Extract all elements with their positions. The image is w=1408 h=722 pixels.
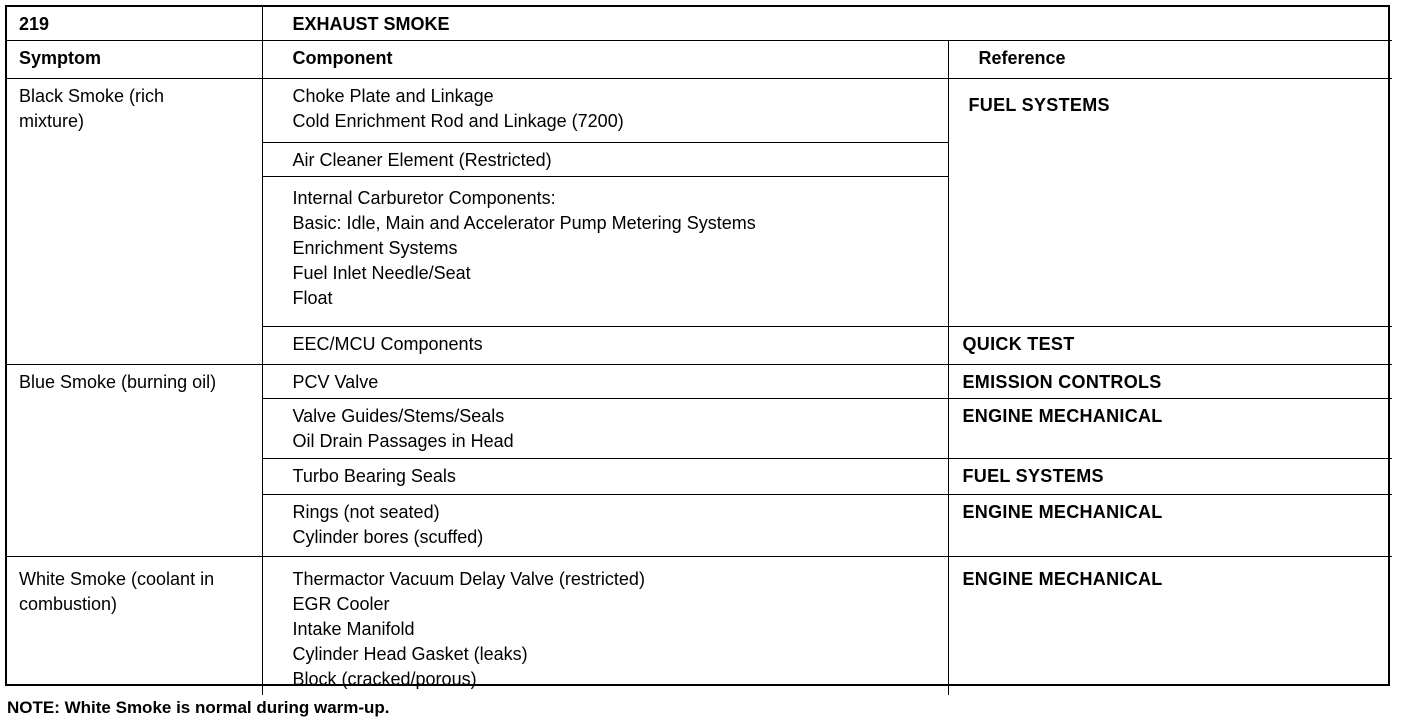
symptom-blue-smoke: Blue Smoke (burning oil) bbox=[7, 365, 262, 557]
chart-number: 219 bbox=[7, 7, 262, 41]
column-header-symptom: Symptom bbox=[7, 41, 262, 79]
table-row bbox=[7, 557, 1392, 696]
footnote: NOTE: White Smoke is normal during warm-up. bbox=[7, 698, 390, 717]
diagnosis-chart bbox=[5, 5, 1390, 689]
symptom-white-smoke: White Smoke (coolant in combustion) bbox=[7, 557, 262, 696]
reference-cell: FUEL SYSTEMS bbox=[948, 459, 1392, 495]
component-cell: Air Cleaner Element (Restricted) bbox=[262, 143, 948, 177]
table-row bbox=[7, 79, 1392, 143]
component-cell: EEC/MCU Components bbox=[262, 327, 948, 365]
chart-title: EXHAUST SMOKE bbox=[262, 7, 1392, 41]
reference-cell: QUICK TEST bbox=[948, 327, 1392, 365]
title-row bbox=[7, 7, 1392, 41]
reference-cell: ENGINE MECHANICAL bbox=[948, 495, 1392, 557]
component-cell: Valve Guides/Stems/Seals Oil Drain Passages in Head bbox=[262, 399, 948, 459]
symptom-black-smoke: Black Smoke (rich mixture) bbox=[7, 79, 262, 365]
component-cell: Choke Plate and Linkage Cold Enrichment Rod and Linkage (7200) bbox=[262, 79, 948, 143]
component-cell: Thermactor Vacuum Delay Valve (restricted) EGR Cooler Intake Manifold Cylinder Head Gasket (leaks) Block (cracked/porous) bbox=[262, 557, 948, 696]
component-cell: PCV Valve bbox=[262, 365, 948, 399]
column-header-row bbox=[7, 41, 1392, 79]
table-row bbox=[7, 365, 1392, 399]
reference-cell: ENGINE MECHANICAL bbox=[948, 399, 1392, 459]
reference-cell: EMISSION CONTROLS bbox=[948, 365, 1392, 399]
component-cell: Internal Carburetor Components: Basic: Idle, Main and Accelerator Pump Metering Systems Enrichment Systems Fuel Inlet Needle/Seat Float bbox=[262, 177, 948, 327]
component-cell: Rings (not seated) Cylinder bores (scuffed) bbox=[262, 495, 948, 557]
component-cell: Turbo Bearing Seals bbox=[262, 459, 948, 495]
reference-cell: FUEL SYSTEMS bbox=[948, 79, 1392, 327]
column-header-component: Component bbox=[262, 41, 948, 79]
column-header-reference: Reference bbox=[948, 41, 1392, 79]
diagnosis-table bbox=[7, 7, 1392, 695]
reference-cell: ENGINE MECHANICAL bbox=[948, 557, 1392, 696]
